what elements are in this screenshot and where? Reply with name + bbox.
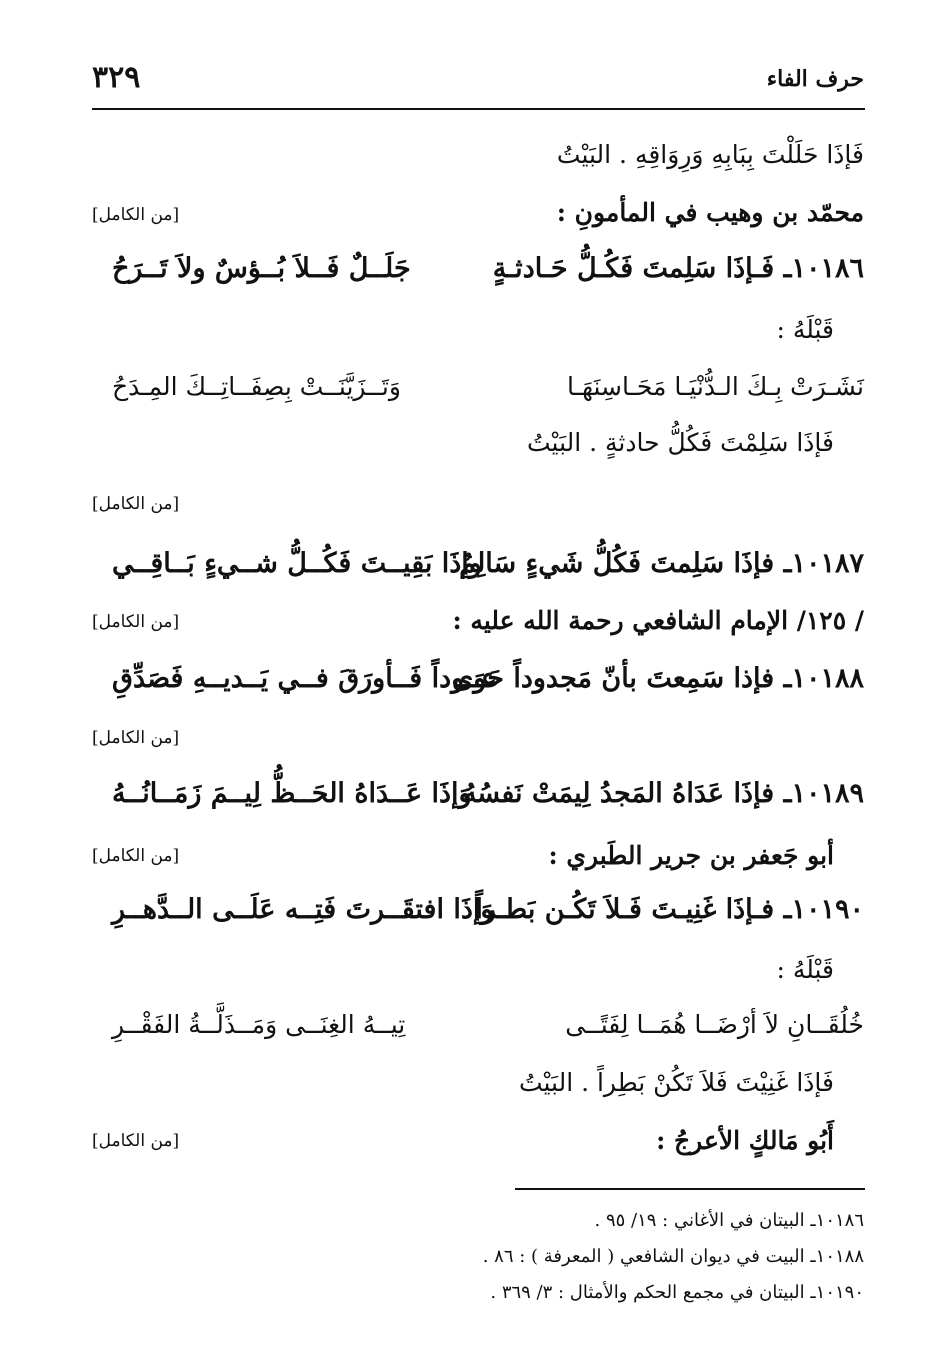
footnote: ١٠١٨٦ـ البيتان في الأغاني : ١٩/ ٩٥ . (594, 1210, 864, 1231)
verse-right-hemistich: ١٠١٨٨ـ فإذا سَمِعتَ بأنّ مَجدوداً حَوَى (452, 663, 864, 694)
verse-left-hemistich: وإذَا بَقِيــتَ فَكُــلُّ شــيءٍ بَــاقِــي (112, 548, 482, 579)
footnote-rule (515, 1188, 865, 1190)
footnote: ١٠١٩٠ـ البيتان في مجمع الحكم والأمثال : ٣/ ٣٦٩ . (490, 1282, 864, 1303)
verse-right-hemistich: ١٠١٨٩ـ فإذَا عَدَاهُ المَجدُ لِيمَتْ نَفسُهُ (462, 778, 864, 809)
meter-label: [من الكامل] (92, 612, 180, 632)
verse-right-hemistich: ١٠١٨٦ـ فَـإذَا سَلِمتَ فَكُـلُّ حَـادثـةٍ (492, 253, 864, 284)
verse-left-hemistich: وَإذَا افتقَــرتَ فَتِــه عَلَــى الــدَّهــرِ (112, 894, 494, 925)
poet-heading: أبو جَعفر بن جرير الطَبري : (548, 841, 834, 870)
verse-right-hemistich: ١٠١٨٧ـ فإذَا سَلِمتَ فَكُلُّ شَيءٍ سَالِمٌ (459, 548, 864, 579)
verse-right-hemistich: نَشَـرَتْ بِـكَ الـدُّنْيَـا مَحَـاسِنَهَـا (567, 372, 864, 401)
qablahu-label: قَبْلَهُ : (776, 955, 834, 984)
poet-heading: أَبُو مَالكٍ الأعرجُ : (656, 1126, 834, 1155)
verse-left-hemistich: وَإذَا عَــدَاهُ الحَــظُّ لِيــمَ زَمَــانُــهُ (112, 778, 472, 809)
chapter-title: حرف الفاء (766, 66, 864, 92)
verse-left-hemistich: وَتَــزَيَّنَــتْ بِصِفَــاتِــكَ المِـدَحُ (112, 372, 401, 401)
verse-left-hemistich: جَلَــلٌ فَــلاَ بُــؤسٌ ولاَ تَــرَحُ (112, 253, 411, 284)
meter-label: [من الكامل] (92, 494, 180, 514)
text-line: فَإذَا سَلِمْتَ فَكُلُّ حادثةٍ . البَيْتُ (526, 428, 834, 457)
verse-right-hemistich: خُلُقَــانِ لاَ أرْضَــا هُمَــا لِفَتًــى (565, 1010, 864, 1039)
meter-label: [من الكامل] (92, 1131, 180, 1151)
qablahu-label: قَبْلَهُ : (776, 315, 834, 344)
poet-heading: محمّد بن وهيب في المأمونِ : (556, 198, 864, 227)
footnote: ١٠١٨٨ـ البيت في ديوان الشافعي ( المعرفة ) : ٨٦ . (482, 1246, 864, 1267)
verse-right-hemistich: ١٠١٩٠ـ فـإذَا غَنِيـتَ فَـلاَ تَكُـن بَطـراً (475, 894, 864, 925)
meter-label: [من الكامل] (92, 205, 180, 225)
text-line: فَإذَا غَنِيْتَ فَلاَ تَكُنْ بَطِراً . البَيْتُ (518, 1068, 834, 1097)
page-number: ٣٢٩ (92, 60, 141, 95)
header-rule (92, 108, 865, 110)
verse-left-hemistich: عــوداً فَــأورَقَ فــي يَــديــهِ فَصَدِّقِ (112, 663, 497, 694)
meter-label: [من الكامل] (92, 728, 180, 748)
meter-label: [من الكامل] (92, 846, 180, 866)
verse-left-hemistich: تِيــهُ الغِنَــى وَمَــذَلَّــةُ الفَقْــرِ (112, 1010, 406, 1039)
text-line: فَإذَا حَلَلْتَ بِبَابِهِ وَرِوَاقِهِ . البَيْتُ (556, 140, 864, 169)
poet-heading: / ١٢٥/ الإمام الشافعي رحمة الله عليه : (452, 606, 864, 635)
